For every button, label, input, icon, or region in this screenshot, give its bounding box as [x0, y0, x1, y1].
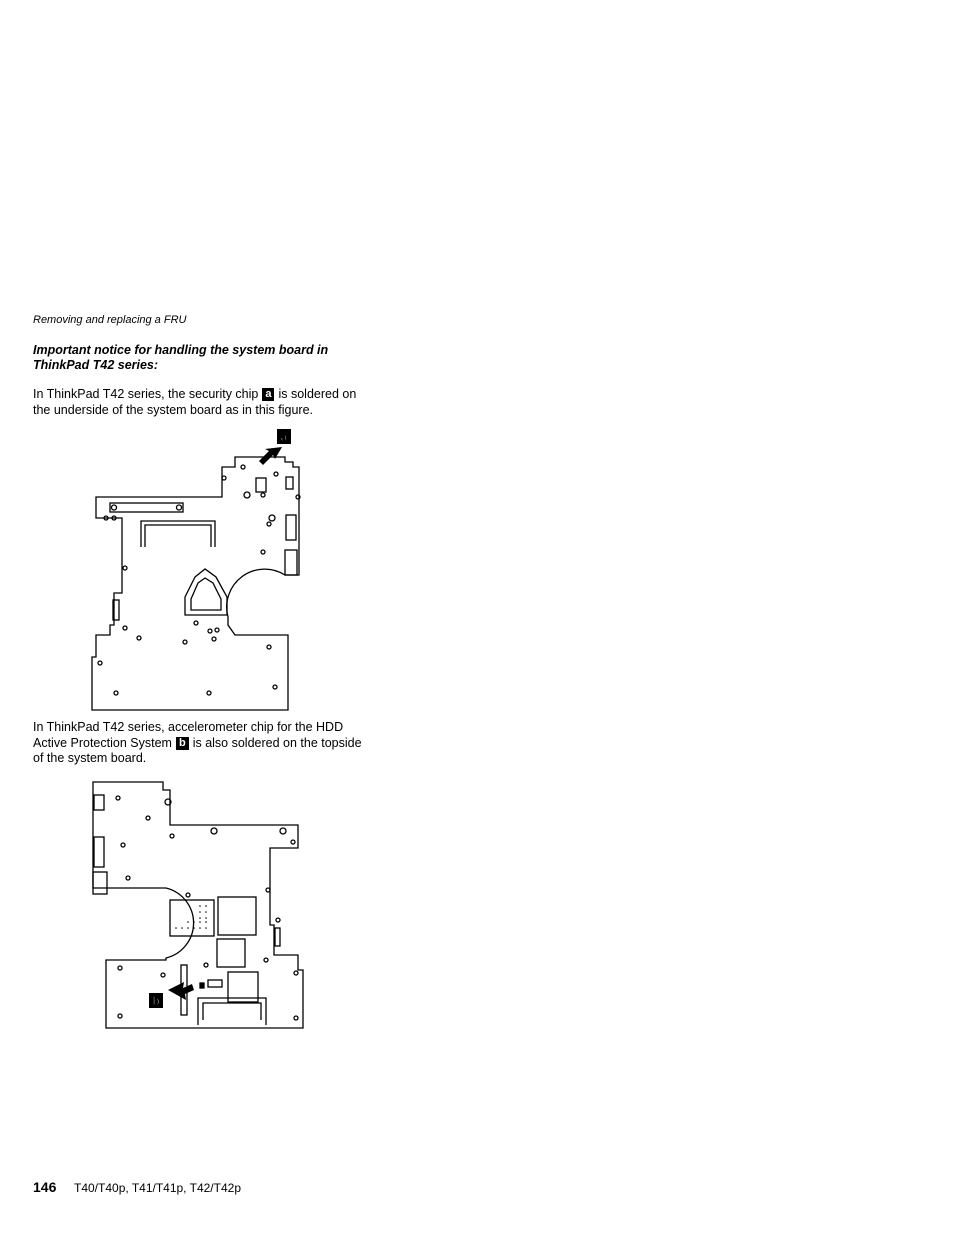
- underside-board-drawing: [85, 425, 310, 715]
- para1-text-before: In ThinkPad T42 series, the security chip: [33, 387, 259, 401]
- running-head: Removing and replacing a FRU: [33, 314, 187, 326]
- callout-key-b: b: [176, 737, 189, 750]
- para2-text-before: In ThinkPad T42 series, accelerometer chip for the HDD Active Protection System: [33, 720, 344, 750]
- system-board-underside-figure: [85, 425, 310, 715]
- callout-key-a: a: [262, 388, 274, 401]
- footer-models: T40/T40p, T41/T41p, T42/T42p: [74, 1181, 241, 1195]
- topside-board-drawing: [88, 780, 310, 1040]
- page-number: 146: [33, 1179, 57, 1195]
- system-board-topside-figure: [88, 780, 310, 1040]
- arrow-to-security-chip: [259, 447, 282, 465]
- security-chip-paragraph: [33, 387, 363, 418]
- callout-b-label: b: [152, 994, 160, 1008]
- callout-a-label: a: [280, 430, 288, 444]
- notice-title: Important notice for handling the system board in ThinkPad T42 series:: [33, 343, 329, 372]
- accelerometer-paragraph: [33, 720, 363, 767]
- para2-text-after: is also soldered on the topside of the system board.: [33, 735, 362, 765]
- para1-text-after: is soldered on the underside of the system board as in this figure.: [33, 387, 357, 417]
